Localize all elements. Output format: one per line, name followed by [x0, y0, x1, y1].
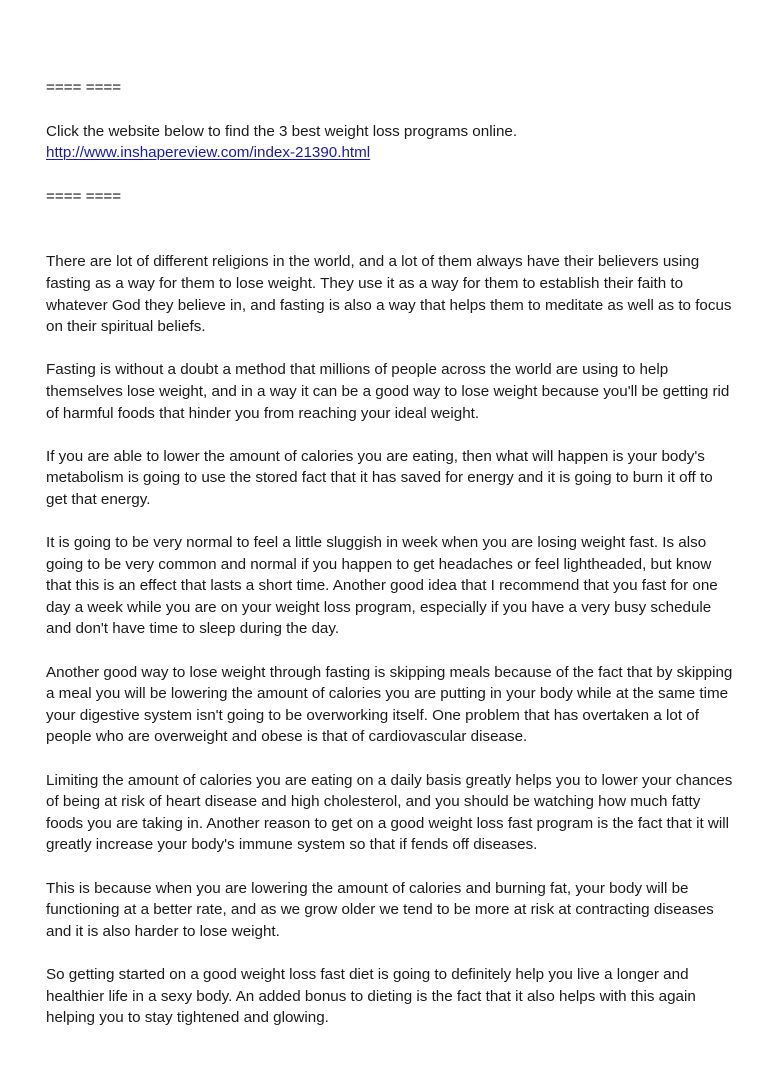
- article-paragraph: Fasting is without a doubt a method that millions of people across the world are using to help themselves lose weight, and in a way it can be a good way to lose weight because you'll be getting rid of harmful foods that hinder you from reaching your ideal weight.: [46, 361, 730, 422]
- spacer: [46, 207, 736, 251]
- article-paragraph: If you are able to lower the amount of calories you are eating, then what will happen is your body's metabolism is going to use the stored fact that it has saved for energy and it is going to burn it off to get that energy.: [46, 447, 713, 508]
- divider-top: ==== ====: [46, 79, 122, 96]
- spacer: [46, 164, 736, 186]
- promo-block: [46, 121, 736, 164]
- article-paragraph: Limiting the amount of calories you are eating on a daily basis greatly helps you to lower your chances of being at risk of heart disease and high cholesterol, and you should be watching how much fatty foods you are taking in. Another reason to get on a good weight loss fast program is the fact that it will greatly increase your body's immune system so that if fends off diseases.: [46, 771, 733, 854]
- article-paragraph: There are lot of different religions in the world, and a lot of them always have their believers using fasting as a way for them to lose weight. They use it as a way for them to establish their faith to whatever God they believe in, and fasting is also a way that helps them to meditate as well as to focus on their spiritual beliefs.: [46, 253, 732, 336]
- promo-link[interactable]: http://www.inshapereview.com/index-21390.html: [46, 144, 371, 162]
- article-paragraph: It is going to be very normal to feel a little sluggish in week when you are losing weight fast. Is also going to be very common and normal if you happen to get headaches or feel lightheaded, but know that this is an effect that lasts a short time. Another good idea that I recommend that you fast for one day a week while you are on your weight loss program, especially if you have a very busy schedule and don't have time to sleep during the day.: [46, 534, 718, 638]
- divider-bottom: ==== ====: [46, 187, 122, 205]
- article-paragraph: Another good way to lose weight through fasting is skipping meals because of the fact that by skipping a meal you will be lowering the amount of calories you are putting in your body while at the same time your digestive system isn't going to be overworking itself. One problem that has overtaken a lot of people who are overweight and obese is that of cardiovascular disease.: [46, 663, 733, 746]
- promo-intro-text: Click the website below to find the 3 best weight loss programs online.: [46, 122, 518, 140]
- article-paragraph: This is because when you are lowering the amount of calories and burning fat, your body will be functioning at a better rate, and as we grow older we tend to be more at risk at contracting diseases and it is also harder to lose weight.: [46, 879, 714, 940]
- spacer: [46, 99, 736, 121]
- article-body: [46, 251, 736, 1028]
- article-paragraph: So getting started on a good weight loss fast diet is going to definitely help you live a longer and healthier life in a sexy body. An added bonus to dieting is the fact that it also helps with this again helping you to stay tightened and glowing.: [46, 965, 696, 1027]
- document-content: [46, 77, 736, 1050]
